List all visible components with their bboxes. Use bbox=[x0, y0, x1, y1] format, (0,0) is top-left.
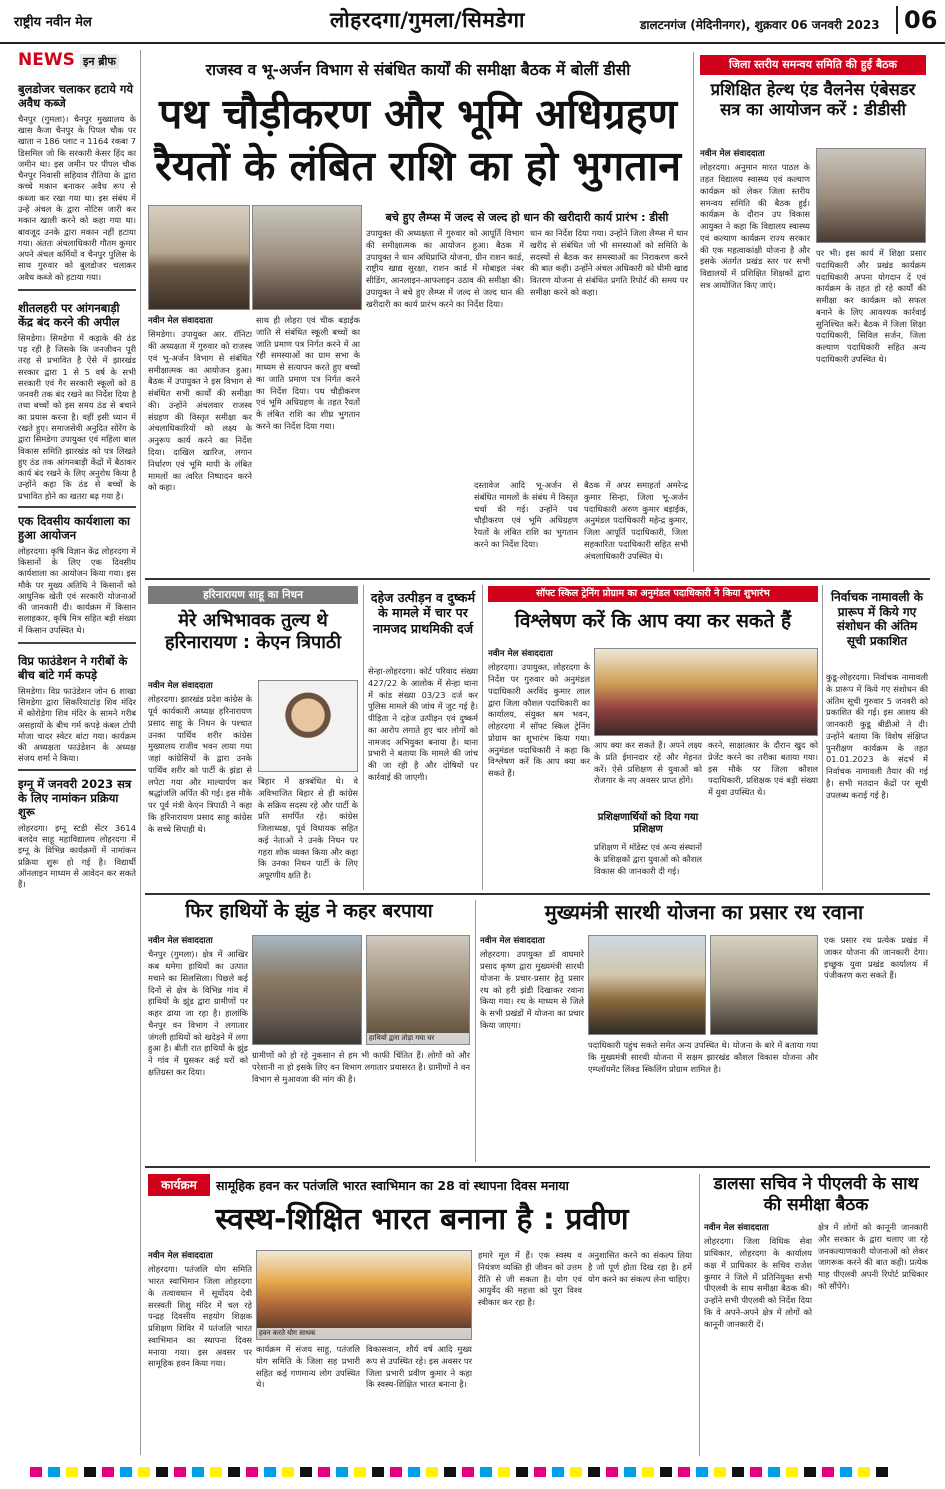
brief-title: एक दिवसीय कार्यशाला का हुआ आयोजन bbox=[18, 513, 130, 543]
brief-text: सिमडेगा। विप्र फाउंडेशन जोन 6 शाखा सिमडेगा द्वारा सिकरियाटांड़ शिव मंदिर में कोरोडेगा शिव मंदिर के सामने गरीब असहायों के बीच गर्म कपड़े कंबल टोपी मोजा चादर स्वेटर बांटा गया। कार्यक्रम की अध्यक्षता फाउंडेशन के अध्यक्ष संजय शर्मा ने किया। bbox=[18, 685, 136, 764]
dalsa-body bbox=[704, 1222, 812, 1455]
byline: नवीन मेल संवाददाता bbox=[148, 936, 213, 946]
page-number: 06 bbox=[896, 6, 937, 34]
brief-title: विप्र फाउंडेशन ने गरीबों के बीच बांटे गर्म कपड़े bbox=[18, 653, 128, 683]
brief-title: इग्नू में जनवरी 2023 सत्र के लिए नामांकन प्रक्रिया शुरू bbox=[18, 776, 132, 820]
brief-item bbox=[18, 82, 136, 283]
column-divider bbox=[822, 585, 823, 890]
brief-text: चैनपुर (गुमला)। चैनपुर मुख्यालय के खास कैजा चैनपुर के पिपल चौक पर खाता न 186 प्लाट न 1164 रकबा 7 डिसमिल जो कि सरकारी केसर हिंद का जमीन था। इस जमीन पर पीपल चौक चैनपुर निवासी सहियाव रौतिया के द्वारा कच्चे मकान बनाकर अवैध रूप से कब्जा कर रखा गया था। इस संबंध में उन्हें अंचल के द्वारा नोटिस जारी कर मकान खाली करने को कहा गया था। बावजूद उनके द्वारा मकान नहीं हटाया गया। अंततः अंचलाधिकारी गौतम कुमार अपने अंचल कर्मियों व चैनपुर पुलिस के साथ गुरुवार को बुलडोजर चलाकर अवैध कब्जे को हटाया गया। bbox=[18, 113, 136, 282]
yoga-kicker: सामूहिक हवन कर पतंजलि भारत स्वाभिमान का 28 वां स्थापना दिवस मनाया bbox=[216, 1178, 569, 1193]
brief-text: सिमडेगा। सिमडेगा में कड़ाके की ठंड पड़ रही है जिसके कि जनजीवन पूरी तरह से प्रभावित है ऐसे में झारखंड सरकार द्वारा 1 से 5 वर्ष के सभी सरकारी एवं गैर सरकारी स्कूलों को 8 जनवरी तक बंद रखने का निर्देश दिया है तथा बच्चों को इस समय ठंड से बचाने का प्रयास करना है। वहीं इसी ध्यान में रखते हुए। समाजसेवी अनुदित सोरेंग के द्वारा सिमडेगा उपायुक्त एवं महिला बाल विकास समिति झारखंड को पत्र लिखते हुए ठंड तक आंगनबाड़ी केंद्रों में बैठाकर कार्य बंद रखने के लिए अनुरोध किया है उन्होंने कहा कि ठंड से बच्चों के प्रभावित होने का खतरा बढ़ गया है। bbox=[18, 332, 136, 501]
brief-item bbox=[18, 642, 136, 771]
portrait-photo bbox=[258, 680, 358, 772]
yoga-headline: स्वस्थ-शिक्षित भारत बनाना है : प्रवीण bbox=[215, 1202, 629, 1237]
health-body bbox=[700, 148, 810, 573]
lead-body bbox=[148, 315, 252, 573]
brief-item bbox=[18, 777, 136, 891]
yoga-body: विकासवान, शौर्य वर्ष आदि मुख्य रूप से उपस्थित रहे। इस अवसर पर जिला प्रभारी प्रवीण कुमार ने कहा कि स्वस्थ-शिक्षित भारत बनाना है। bbox=[366, 1344, 472, 1390]
lead-text: सिमडेगा। उपायुक्त आर. रॉनिटा की अध्यक्षता में गुरुवार को राजस्व एवं भू-अर्जन विभाग से संबंधित समीक्षात्मक का आयोजन हुआ। बैठक में उपायुक्त ने इस विभाग से संबंधित सभी कार्यों की समीक्षा की। उन्होंने अंचलवार राजस्व संग्रहण की विस्तृत समीक्षा कर अंचलाधिकारियों को लक्ष्य के अनुरूप कार्य करने का निर्देश दिया। दाखिल खारिज, लगान निर्धारण एवं भूमि मापी के लंबित मामलों का त्वरित निष्पादन करने को कहा। bbox=[148, 329, 252, 493]
lead-headline-line-1: पथ चौड़ीकरण और भूमि अधिग्रहण bbox=[158, 90, 678, 138]
dalsa-headline: डालसा सचिव ने पीएलवी के साथ की समीक्षा बैठक bbox=[713, 1174, 919, 1215]
elephant-body bbox=[148, 935, 248, 1161]
skill-body bbox=[488, 648, 590, 888]
lead-body: साथ ही लोहरा एवं चीक बड़ाईक जाति से संबंधित स्कूली बच्चों का जाति प्रमाण पत्र निर्गत करने में आ रही समस्याओं का ग्राम सभा के माध्यम से सत्यापन करते हुए बच्चों का जाति प्रमाण पत्र निर्गत करने का निर्देश दिया। पथ चौड़ीकरण एवं भूमि अधिग्रहण के तहत रैयतों के लंबित राशि का शीघ्र भुगतान करने का निर्देश दिया गया। bbox=[256, 315, 360, 432]
sarathi-headline: मुख्यमंत्री सारथी योजना का प्रसार रथ रवाना bbox=[544, 900, 864, 924]
health-body: पर भी। इस कार्य में शिक्षा प्रसार पदाधिकारी और प्रखंड कार्यक्रम पदाधिकारी अपना योगदान दें एवं कार्यक्रम के तहत हो रहे कार्यों की समीक्षा कर कार्यक्रम को सफल बनाने के लिए आवश्यक कार्रवाई सुनिश्चित करें। बैठक में जिला शिक्षा पदाधिकारी, सिविल सर्जन, जिला कल्याण पदाधिकारी सहित अन्य पदाधिकारी उपस्थित थे। bbox=[816, 248, 926, 365]
column-divider bbox=[363, 585, 364, 890]
yoga-body: हमारे मूल में हैं। एक स्वस्थ व नियंत्रण व्यक्ति ही जीवन को उत्तम रीति से जी सकता है। योग एवं आयुर्वेद की महत्ता को पूरा विश्व स्वीकार कर रहा है। bbox=[478, 1250, 582, 1308]
lead-body: दस्तावेज आदि भू-अर्जन से संबंधित मामलों के संबंध में विस्तृत चर्चा की गई। उन्होंने पथ चौड़ीकरण एवं भूमि अधिग्रहण रैयतों के लंबित राशि का भुगतान करने का निर्देश दिया। bbox=[474, 480, 578, 549]
byline: नवीन मेल संवाददाता bbox=[148, 681, 213, 691]
damaged-house-photo bbox=[366, 935, 470, 1045]
section-divider bbox=[145, 1166, 930, 1168]
meeting-photo bbox=[148, 205, 250, 310]
section-title: लोहरदगा/गुमला/सिमडेगा bbox=[330, 8, 525, 32]
voter-body: कुडू-लोहरदगा। निर्वाचक नामावली के प्रारूप में किये गए संशोधन की अंतिम सूची गुरुवार 5 जनवरी को प्रकाशित की गई। इस आशय की जानकारी कुडू बीडीओ ने दी। उन्होंने बताया कि विशेष संक्षिप्त पुनरीक्षण कार्यक्रम के तहत 01.01.2023 के संदर्भ में निर्वाचक नामावली तैयार की गई है। सभी मतदान केंद्रों पर सूची उपलब्ध कराई गई है। bbox=[826, 672, 928, 800]
skill-subhead: प्रशिक्षणार्थियों को दिया गया प्रशिक्षण bbox=[597, 812, 699, 836]
meeting-photo bbox=[252, 205, 362, 310]
column-divider bbox=[140, 50, 141, 1455]
brief-text: लोहरदगा। कृषि विज्ञान केंद्र लोहरदगा में किसानों के लिए एक दिवसीय कार्यशाला का आयोजन किया गया। इस मौके पर मुख्य अतिथि ने किसानों को आधुनिक खेती एवं सरकारी योजनाओं की जानकारी दी। कार्यक्रम में किसान सलाहकार, कृषि मित्र सहित बड़ी संख्या में किसान उपस्थित थे। bbox=[18, 545, 136, 635]
skill-body: आप क्या कर सकते हैं। अपने लक्ष्य के प्रति ईमानदार रहें और मेहनत करें। ऐसे प्रशिक्षण से युवाओं को रोजगार के नए अवसर प्राप्त होंगे। bbox=[594, 740, 702, 786]
sarathi-body: एक प्रसार रथ प्रत्येक प्रखंड में जाकर योजना की जानकारी देगा। इच्छुक युवा प्रखंड कार्यालय में पंजीकरण करा सकते हैं। bbox=[824, 935, 928, 981]
sarathi-text: लोहरदगा। उपायुक्त डॉ वाघमारे प्रसाद कृष्ण द्वारा मुख्यमंत्री सारथी योजना के प्रचार-प्रसार हेतु प्रसार रथ को हरी झंडी दिखाकर रवाना किया गया। रथ के माध्यम से जिले के सभी प्रखंडों में योजना का प्रचार किया जाएगा। bbox=[480, 949, 584, 1030]
dowry-headline: दहेज उत्पीड़न व दुष्कर्म के मामले में चार पर नामजद प्राथमिकी दर्ज bbox=[370, 590, 476, 636]
health-headline: प्रशिक्षित हेल्थ एंड वैलनेस एंबेसडर सत्र का आयोजन करें : डीडीसी bbox=[710, 80, 916, 120]
health-tag: जिला स्तरीय समन्वय समिति की हुई बैठक bbox=[700, 55, 926, 75]
skill-text: लोहरदगा। उपायुक्त, लोहरदगा के निर्देश पर गुरुवार को अनुमंडल पदाधिकारी अरविंद कुमार लाल द्वारा जिला कौशल पदाधिकारी का कार्यालय, संयुक्त श्रम भवन, लोहरदगा में सॉफ्ट स्किल ट्रेनिंग प्रोग्राम का शुभारंभ किया गया। अनुमंडल पदाधिकारी ने कहा कि विश्लेषण करें कि आप क्या कर सकते हैं। bbox=[488, 662, 590, 779]
health-text: लोहरदगा। अनुमान मारत पाठल के तहत विद्यालय स्वास्थ्य एवं कल्याण कार्यक्रम को लेकर जिला स्तरीय समन्वय समिति की बैठक हुई। कार्यक्रम के दौरान उप विकास आयुक्त ने कहा कि विद्यालय स्वास्थ्य एवं कल्याण कार्यक्रम राज्य सरकार की एक महत्वाकांक्षी योजना है और इसके अंतर्गत प्रखंड स्तर पर सभी विद्यालयों में प्रशिक्षित शिक्षकों द्वारा सत्र आयोजित किए जाएं। bbox=[700, 162, 810, 291]
color-registration-bar bbox=[30, 1462, 894, 1472]
yoga-tag: कार्यक्रम bbox=[148, 1174, 210, 1196]
brief-title: बुलडोजर चलाकर हटाये गये अवैध कब्जे bbox=[18, 82, 134, 111]
obit-headline: मेरे अभिभावक तुल्य थे हरिनारायण : केएन त्रिपाठी bbox=[164, 610, 342, 653]
elephant-headline: फिर हाथियों के झुंड ने कहर बरपाया bbox=[185, 900, 433, 922]
damaged-house-photo bbox=[252, 935, 362, 1045]
byline: नवीन मेल संवाददाता bbox=[148, 316, 213, 326]
yoga-body bbox=[148, 1250, 252, 1455]
rally-photo bbox=[588, 935, 706, 1035]
voter-headline: निर्वाचक नामावली के प्रारूप में किये गए संशोधन की अंतिम सूची प्रकाशित bbox=[831, 590, 923, 648]
brief-item bbox=[18, 514, 136, 636]
lead-body: धान का निर्देश दिया गया। उन्होंने जिला लैम्प्स में धान खरीद से संबंधित जो भी समस्याओं को समिति के सदस्यों से बैठक कर समस्याओं का निराकरण करने की बात कही। उन्होंने अंचल अधिकारी को धीमी खाद्य वितरण योजना से संबंधित प्रगति रिपोर्ट की समय पर समीक्षा करने को कहा। bbox=[530, 228, 688, 297]
obit-body: बिहार में क्षत्रबंधित थे। वे अविभाजित बिहार से ही कांग्रेस के सक्रिय सदस्य रहे और पार्टी के प्रति समर्पित रहे। कांग्रेस जिलाध्यक्ष, पूर्व विधायक सहित कई नेताओं ने उनके निधन पर गहरा शोक व्यक्त किया और कहा कि उनका निधन पार्टी के लिए अपूरणीय क्षति है। bbox=[258, 776, 358, 881]
lead-body: उपायुक्त की अध्यक्षता में गुरुवार को आपूर्ति विभाग की समीक्षात्मक का आयोजन हुआ। बैठक में उपायुक्त ने धान अधिप्राप्ति योजना, ग्रीन राशन कार्ड, राष्ट्रीय खाद्य सुरक्षा, राशन कार्ड में मोबाइल नंबर सीडिंग, आनलाइन-आफलाइन उठाव की समीक्षा की। उपायुक्त ने बचे हुए लैम्प्स में जल्द से जल्द धान की खरीदारी का कार्य प्रारंभ करने का निर्देश दिया। bbox=[366, 228, 524, 309]
brief-text: लोहरदगा। इग्नू स्टडी सेंटर 3614 बलदेव साहू महाविद्यालय लोहरदगा में इग्नू के विभिन्न कार्यक्रमों में नामांकन प्रक्रिया शुरू हो गई है। विद्यार्थी ऑनलाइन माध्यम से आवेदन कर सकते हैं। bbox=[18, 822, 136, 890]
section-divider bbox=[145, 578, 930, 580]
skill-body: करने, साक्षात्कार के दौरान खुद को प्रेजेंट करने का तरीका बताया गया। इस मौके पर जिला कौशल पदाधिकारी, प्रशिक्षक एवं बड़ी संख्या में युवा उपस्थित थे। bbox=[708, 740, 818, 798]
brief-item bbox=[18, 289, 136, 508]
section-divider bbox=[145, 893, 930, 895]
lead-headline-line-2: रैयतों के लंबित राशि का हो भुगतान bbox=[155, 142, 681, 190]
obit-body bbox=[148, 680, 252, 888]
news-brief-header bbox=[18, 50, 136, 76]
newspaper-name: राष्ट्रीय नवीन मेल bbox=[14, 15, 92, 30]
obit-text: लोहरदगा। झारखंड प्रदेश कांग्रेस के पूर्व कार्यकारी अध्यक्ष हरिनारायण प्रसाद साहू के निधन के पश्चात उनका पार्थिव शरीर कांग्रेस मुख्यालय राजीव भवन लाया गया जहां कांग्रेसियों के द्वारा उनके पार्थिव शरीर को पार्टी के झंडा से लपेटा गया और माल्यार्पण कर श्रद्धांजलि अर्पित की गई। इस मौके पर पूर्व मंत्री केएन त्रिपाठी ने कहा कि हरिनारायण प्रसाद साहू कांग्रेस के सच्चे सिपाही थे। bbox=[148, 694, 252, 834]
dateline: डालटनगंज (मेदिनीनगर), शुक्रवार 06 जनवरी 2023 bbox=[640, 18, 880, 32]
yoga-text: लोहरदगा। पतंजलि योग समिति भारत स्वाभिमान जिला लोहरदगा के तत्वावधान में सूर्योदय देवी सरस्वती शिशु मंदिर में चल रहे पन्द्रह दिवसीय सहयोग शिक्षक प्रशिक्षण शिविर में पतंजलि भारत स्वाभिमान का स्थापना दिवस मनाया गया। इस अवसर पर सामूहिक हवन किया गया। bbox=[148, 1264, 252, 1369]
column-divider bbox=[482, 585, 483, 890]
elephant-text: चैनपुर (गुमला)। क्षेत्र में आखिर कब थमेगा हाथियों का उत्पात मचाने का सिलसिला। पिछले कई दिनों से क्षेत्र के विभिन्न गांव में हाथियों के झुंड द्वारा ग्रामीणों पर कहर ढाया जा रहा है। हालांकि चैनपुर वन विभाग ने लगातार जंगली हाथियों को खदेड़ने में लगा हुआ है। बीती रात हाथियों के झुंड ने गांव में घुसकर कई घरों को क्षतिग्रस्त कर दिया। bbox=[148, 949, 248, 1078]
dalsa-text: लोहरदगा। जिला विधिक सेवा प्राधिकार, लोहरदगा के कार्यालय कक्ष में प्राधिकार के सचिव राजेश कुमार ने जिले में प्रतिनियुक्त सभी पीएलवी के साथ समीक्षा बैठक की। उन्होंने सभी पीएलवी को निर्देश दिया कि वे अपने-अपने क्षेत्र में लोगों को कानूनी जानकारी दें। bbox=[704, 1236, 812, 1329]
rally-photo bbox=[710, 935, 818, 1035]
brief-label: इन ब्रीफ bbox=[80, 54, 119, 69]
elephant-body: ग्रामीणों को हो रहे नुकसान से हम भी काफी चिंतित हैं। लोगों को और परेशानी ना हो इसके लिए वन विभाग लगातार प्रयासरत है। ग्रामीणों ने वन विभाग से मुआवजा की मांग की है। bbox=[252, 1050, 470, 1084]
photo-caption: हाथियों द्वारा तोड़ा गया घर bbox=[367, 1033, 469, 1044]
byline: नवीन मेल संवाददाता bbox=[704, 1223, 769, 1233]
byline: नवीन मेल संवाददाता bbox=[488, 649, 553, 659]
havan-photo bbox=[256, 1250, 472, 1340]
byline: नवीन मेल संवाददाता bbox=[480, 936, 545, 946]
lead-body: बैठक में अपर समाहर्ता अमरेन्द्र कुमार सिन्हा, जिला भू-अर्जन पदाधिकारी अरुण कुमार बड़ाईक, अनुमंडल पदाधिकारी महेन्द्र कुमार, जिला आपूर्ति पदाधिकारी, जिला सहकारिता पदाधिकारी सहित सभी अंचलाधिकारी उपस्थित थे। bbox=[584, 480, 688, 561]
yoga-body: अनुशासित करने का संकल्प लिया है जो पूर्ण होता दिख रहा है। हमें योग करने का संकल्प लेना चाहिए। bbox=[588, 1250, 692, 1284]
yoga-body: कार्यक्रम में संजय साहू, पतंजलि योग समिति के जिला सह प्रभारी सहित कई गणमान्य लोग उपस्थित थे। bbox=[256, 1344, 360, 1390]
column-divider bbox=[699, 1174, 700, 1456]
photo-caption: हवन करते योग साधक bbox=[257, 1328, 471, 1339]
news-brief-column bbox=[18, 50, 136, 1455]
skill-headline: विश्लेषण करें कि आप क्या कर सकते हैं bbox=[514, 610, 792, 632]
dalsa-body: क्षेत्र में लोगों को कानूनी जानकारी और सरकार के द्वारा चलाए जा रहे जनकल्याणकारी योजनाओं को लेकर जागरूक करने की बात कही। प्रत्येक माह पीएलवी अपनी रिपोर्ट प्राधिकार को सौंपेंगे। bbox=[818, 1222, 928, 1291]
health-meeting-photo bbox=[816, 148, 926, 243]
column-divider bbox=[693, 52, 694, 572]
dowry-body: सेन्हा-लोहरदगा। कोर्ट परिवाद संख्या 427/22 के आलोक में सेन्हा थाना में कांड संख्या 03/23 दर्ज कर पुलिस मामले की जांच में जुट गई है। पीड़िता ने दहेज उत्पीड़न एवं दुष्कर्म का आरोप लगाते हुए चार लोगों को नामजद अभियुक्त बनाया है। थाना प्रभारी ने बताया कि मामले की जांच की जा रही है और दोषियों पर कार्रवाई की जाएगी। bbox=[368, 666, 478, 783]
news-label: NEWS bbox=[18, 50, 75, 70]
skill-body: प्रशिक्षण में मॉडेस्ट एवं अन्य संस्थानों के प्रशिक्षकों द्वारा युवाओं को कौशल विकास की जानकारी दी गई। bbox=[594, 842, 702, 876]
brief-title: शीतलहरी पर आंगनबाड़ी केंद्र बंद करने की अपील bbox=[18, 300, 120, 330]
column-divider bbox=[475, 900, 476, 1162]
byline: नवीन मेल संवाददाता bbox=[148, 1251, 213, 1261]
lead-subhead: बचे हुए लैम्प्स में जल्द से जल्द हो धान की खरीदारी कार्य प्रारंभ : डीसी bbox=[385, 211, 669, 224]
sarathi-body: पदाधिकारी पहुंच सकते समेत अन्य उपस्थित थे। योजना के बारे में बताया गया कि मुख्यमंत्री सारथी योजना में सक्षम झारखंड कौशल विकास योजना और एम्प्लॉयमेंट लिंक्ड स्किलिंग प्रोग्राम शामिल है। bbox=[588, 1040, 818, 1074]
masthead bbox=[0, 0, 945, 44]
obit-tag: हरिनारायण साहू का निधन bbox=[148, 586, 358, 604]
lead-kicker: राजस्व व भू-अर्जन विभाग से संबंधित कार्यों की समीक्षा बैठक में बोलीं डीसी bbox=[205, 61, 631, 79]
training-photo bbox=[594, 648, 818, 736]
skill-tag: सॉफ्ट स्किल ट्रेनिंग प्रोग्राम का अनुमंडल पदाधिकारी ने किया शुभारंभ bbox=[488, 586, 818, 602]
sarathi-body bbox=[480, 935, 584, 1161]
byline: नवीन मेल संवाददाता bbox=[700, 149, 765, 159]
